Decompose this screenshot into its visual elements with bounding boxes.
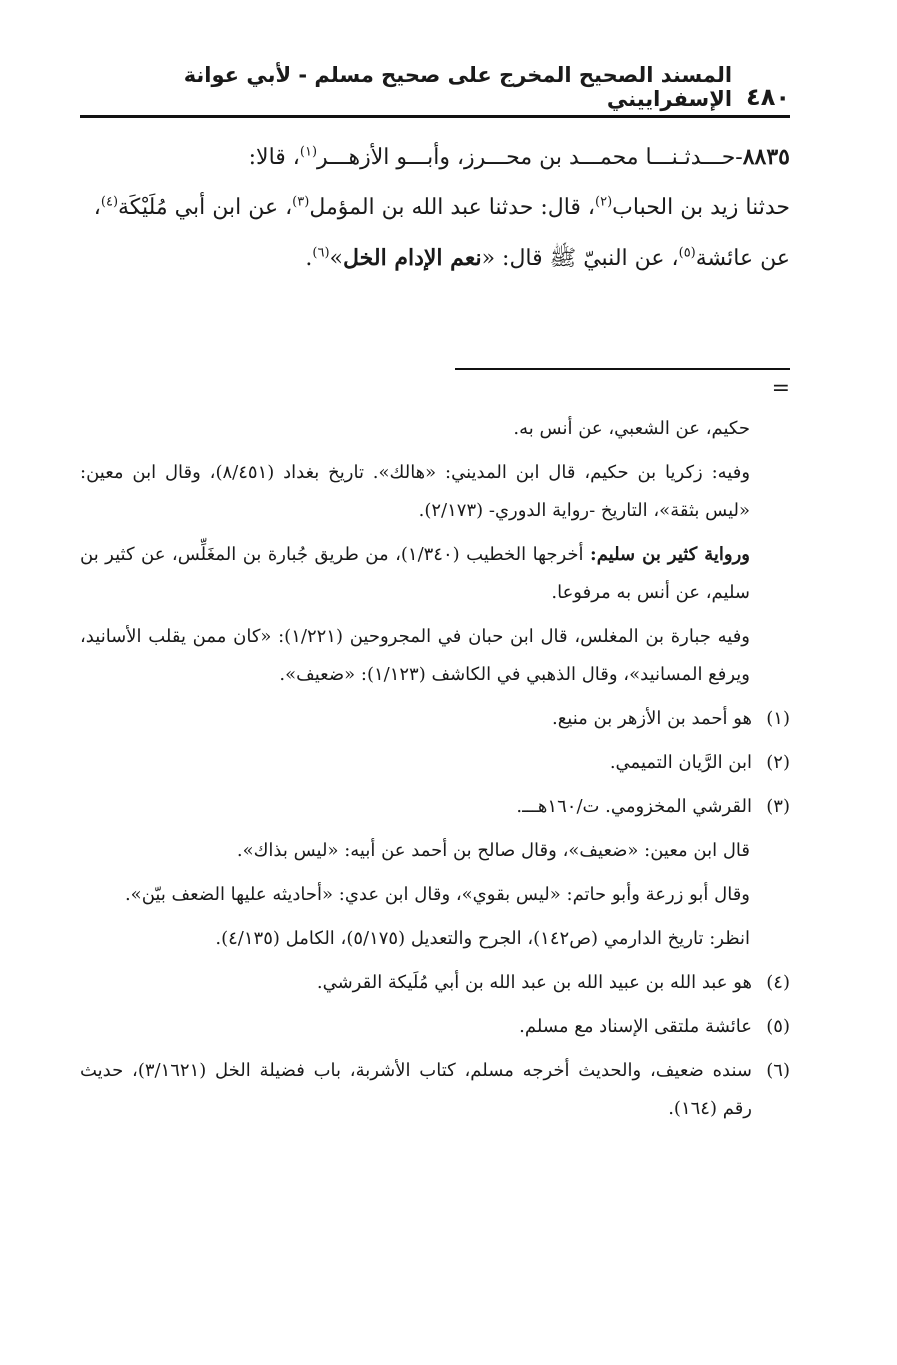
- footnote-2: [80, 744, 790, 782]
- running-header: [80, 63, 790, 118]
- footnote-ref-4[interactable]: (٤): [100, 194, 119, 210]
- footnote-number: (٢): [766, 752, 790, 773]
- footnote-separator: [455, 368, 790, 370]
- footnote-ref-1[interactable]: (١): [299, 144, 318, 160]
- footnote-text: هو أحمد بن الأزهر بن منيع.: [552, 708, 752, 729]
- footnote-5: [80, 1008, 790, 1046]
- footnote-text: هو عبد الله بن عبيد الله بن عبد الله بن أبي مُلَيكة القرشي.: [316, 972, 752, 993]
- footnote-continuation: وفيه: زكريا بن حكيم، قال ابن المديني: «هالك». تاريخ بغداد (٨/٤٥١)، وقال ابن معين: «ليس بثقة»، التاريخ -رواية الدوري- (٢/١٧٣).: [80, 462, 751, 521]
- footnote-6: [80, 1052, 790, 1128]
- footnote-number: (٦): [766, 1060, 790, 1081]
- footnote-text: القرشي المخزومي. ت/١٦٠هـــ.: [516, 796, 752, 817]
- footnote-continuation: [80, 536, 790, 612]
- footnote-text: ابن الرَّيان التميمي.: [609, 752, 752, 773]
- footnote-text: عائشة ملتقى الإسناد مع مسلم.: [519, 1016, 752, 1037]
- footnote-1: [80, 700, 790, 738]
- footnote-ref-2[interactable]: (٢): [595, 194, 613, 210]
- hadith-text-segment: ، قال: حدثنا عبد الله بن المؤمل: [309, 195, 596, 220]
- hadith-text: [80, 132, 790, 284]
- hadith-number: ٨٨٣٥: [742, 144, 790, 170]
- hadith-text-segment: ، قالا:: [248, 145, 300, 170]
- footnote-text: سنده ضعيف، والحديث أخرجه مسلم، كتاب الأشربة، باب فضيلة الخل (٣/١٦٢١)، حديث رقم (١٦٤).: [80, 1060, 752, 1119]
- hadith-text-segment: »: [329, 246, 343, 271]
- hadith-line-2: [80, 183, 790, 233]
- hadith-text-segment: -حـــدثـنـــا محمـــد بن محـــرز، وأبـــو الأزهـــر: [317, 145, 743, 170]
- hadith-text-segment: حدثنا زيد بن الحباب: [612, 195, 790, 220]
- footnote-number: (٤): [766, 972, 790, 993]
- page: [80, 0, 790, 1365]
- footnote-number: (٣): [766, 796, 790, 817]
- footnote-3-detail: انظر: تاريخ الدارمي (ص١٤٢)، الجرح والتعديل (٥/١٧٥)، الكامل (٤/١٣٥).: [215, 928, 750, 949]
- footnote-4: [80, 964, 790, 1002]
- footnote-number: (٥): [766, 1016, 790, 1037]
- footnote-continuation: حكيم، عن الشعبي، عن أنس به.: [513, 418, 750, 439]
- footnotes: [80, 410, 790, 1134]
- hadith-line-3: [80, 233, 790, 284]
- hadith-text-segment: عن عائشة: [695, 246, 790, 271]
- footnote-ref-5[interactable]: (٥): [678, 245, 696, 261]
- hadith-text-segment: ، عن ابن أبي مُلَيْكَة: [118, 195, 293, 220]
- hadith-matn: نعم الإدام الخل: [343, 245, 482, 271]
- footnote-3-detail: قال ابن معين: «ضعيف»، وقال صالح بن أحمد عن أبيه: «ليس بذاك».: [236, 840, 750, 861]
- hadith-text-segment: ،: [93, 195, 101, 220]
- footnote-3: [80, 788, 790, 826]
- hadith-line-1: [80, 132, 790, 183]
- book-title: المسند الصحيح المخرج على صحيح مسلم - لأبي عوانة الإسفراييني: [183, 63, 733, 111]
- footnote-ref-3[interactable]: (٣): [292, 194, 310, 210]
- footnote-ref-6[interactable]: (٦): [312, 245, 330, 261]
- hadith-text-segment: ، عن النبيّ ﷺ قال: «: [481, 246, 679, 271]
- continuation-mark: =: [771, 376, 790, 401]
- footnote-3-detail: وقال أبو زرعة وأبو حاتم: «ليس بقوي»، وقال ابن عدي: «أحاديثه عليها الضعف بيّن».: [124, 884, 750, 905]
- footnote-continuation: وفيه جبارة بن المغلس، قال ابن حبان في المجروحين (١/٢٢١): «كان ممن يقلب الأسانيد، ويرفع المسانيد»، وقال الذهبي في الكاشف (١/١٢٣): «ضعيف».: [80, 626, 750, 685]
- hadith-text-segment: .: [305, 246, 313, 271]
- footnote-text: أخرجها الخطيب (١/٣٤٠)، من طريق جُبارة بن المغَلِّس، عن كثير بن سليم، عن أنس به مرفوعا.: [80, 544, 750, 603]
- footnote-number: (١): [766, 708, 790, 729]
- narration-heading: ورواية كثير بن سليم:: [590, 544, 751, 565]
- page-number: ٤٨٠: [746, 83, 790, 111]
